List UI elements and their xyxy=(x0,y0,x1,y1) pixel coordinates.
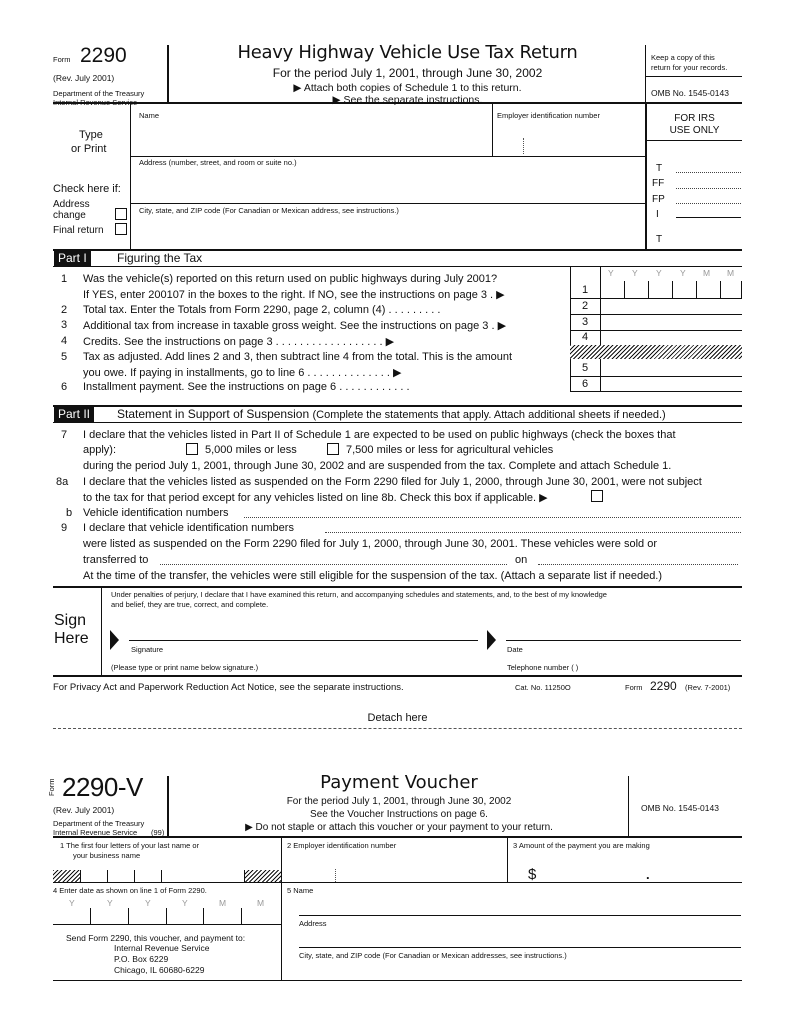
line-number: 9 xyxy=(61,522,68,534)
line-6-text: Installment payment. See the instructions on page 6 . . . . . . . . . . . . xyxy=(83,381,410,393)
irs-line xyxy=(676,188,741,189)
box-number: 2 xyxy=(582,300,589,312)
perjury-statement: Under penalties of perjury, I declare that I have examined this return, and accompanying schedules and statements, and, to the best of my knowledge xyxy=(111,590,607,599)
form-word: Form xyxy=(53,55,71,64)
line-number: 1 xyxy=(61,273,68,285)
address-field[interactable] xyxy=(139,176,629,192)
box-number: 1 xyxy=(582,284,589,296)
line-number: 8a xyxy=(56,476,69,488)
date-header: Y xyxy=(656,268,662,278)
attach-note: ▶ Attach both copies of Schedule 1 to this return. xyxy=(293,82,522,94)
signature-field[interactable] xyxy=(129,620,478,640)
voucher-date-input[interactable] xyxy=(53,908,280,924)
part1-label: Part I xyxy=(54,251,91,266)
type-print-label: or Print xyxy=(71,143,107,155)
form-number: 2290 xyxy=(80,44,127,67)
irs-use-title: USE ONLY xyxy=(669,125,720,136)
instructions-note: ▶ See the separate instructions. xyxy=(332,94,483,106)
box-number: 5 xyxy=(582,362,589,374)
date-header: M xyxy=(219,898,227,908)
line-4-input[interactable] xyxy=(601,331,741,345)
mailing-instructions: Send Form 2290, this voucher, and payment to: xyxy=(66,933,246,943)
line-5-input[interactable] xyxy=(601,360,741,375)
line-7-text: I declare that the vehicles listed in Part II of Schedule 1 are expected to be used on public highways (check the boxes that xyxy=(83,429,676,441)
period: For the period July 1, 2001, through June 30, 2002 xyxy=(272,66,543,80)
date-header: M xyxy=(727,268,735,278)
rule xyxy=(53,586,742,588)
type-print-label: Type xyxy=(79,129,103,141)
line-2-input[interactable] xyxy=(601,299,741,314)
line-8b-input[interactable] xyxy=(244,517,741,518)
signature-label: Signature xyxy=(131,645,164,654)
ein-separator xyxy=(523,138,524,154)
rule xyxy=(647,140,742,141)
line-3-text: Additional tax from increase in taxable gross weight. See the instructions on page 3 . ▶ xyxy=(83,320,507,332)
name-label: Name xyxy=(139,111,160,120)
line-number: 2 xyxy=(61,304,68,316)
divider xyxy=(570,266,571,392)
line-9-text: transferred to xyxy=(83,554,149,566)
date-header: Y xyxy=(107,898,113,908)
date-header: Y xyxy=(608,268,614,278)
line-number: 6 xyxy=(61,381,68,393)
address-change-label: change xyxy=(53,210,86,221)
field-2-label: 2 Employer identification number xyxy=(287,841,397,850)
divider xyxy=(645,45,646,103)
part2-label: Part II xyxy=(54,407,94,422)
voucher-title: Payment Voucher xyxy=(320,772,478,793)
service-code: (99) xyxy=(151,828,165,837)
box-number: 6 xyxy=(582,378,589,390)
sign-label: Here xyxy=(54,630,89,647)
rule xyxy=(53,266,742,267)
keep-copy: return for your records. xyxy=(651,63,728,72)
city-label: City, state, and ZIP code (For Canadian or Mexican address, see instructions.) xyxy=(139,206,399,215)
line-6-input[interactable] xyxy=(601,377,741,391)
line-9-text: were listed as suspended on the Form 2290 filed for July 1, 2000, through June 30, 2001. These vehicles were sold or xyxy=(83,538,657,550)
rule xyxy=(299,947,741,948)
irs-line xyxy=(676,203,741,204)
address-change-checkbox[interactable] xyxy=(115,208,127,220)
date-field[interactable] xyxy=(506,620,741,640)
divider xyxy=(167,776,169,836)
name-field[interactable] xyxy=(139,130,479,146)
line-7-text: apply): xyxy=(83,444,117,456)
revision: (Rev. July 2001) xyxy=(53,73,115,83)
department: Department of the Treasury xyxy=(53,89,145,98)
decimal-point: . xyxy=(646,867,650,882)
date-label: Date xyxy=(507,645,523,654)
line-number: b xyxy=(66,507,73,519)
line-9-text: At the time of the transfer, the vehicles were still eligible for the suspension of the tax. (Attach a separate list if needed.) xyxy=(83,570,663,582)
sign-label: Sign xyxy=(54,612,87,629)
line-8a-checkbox[interactable] xyxy=(591,490,603,502)
arrow-icon xyxy=(487,630,496,650)
irs-code: FP xyxy=(652,194,665,205)
footer-form-number: 2290 xyxy=(650,679,677,693)
voucher-note: ▶ Do not staple or attach this voucher or your payment to your return. xyxy=(245,822,553,833)
voucher-name-input[interactable] xyxy=(299,897,741,914)
transfer-date-input[interactable] xyxy=(538,564,738,565)
signature-line xyxy=(129,640,478,641)
rule xyxy=(570,391,742,392)
divider xyxy=(130,103,131,250)
detach-line xyxy=(53,728,742,729)
date-line xyxy=(506,640,741,641)
date-header: Y xyxy=(145,898,151,908)
irs-code: I xyxy=(656,209,659,220)
mailing-address: P.O. Box 6229 xyxy=(114,954,169,964)
divider xyxy=(167,45,169,103)
rule xyxy=(53,882,742,883)
rule xyxy=(53,675,742,677)
city-field[interactable] xyxy=(139,225,629,241)
line-1-text: If YES, enter 200107 in the boxes to the right. If NO, see the instructions on page 3 . ▶ xyxy=(83,289,505,301)
line-number: 3 xyxy=(61,319,68,331)
date-header: Y xyxy=(632,268,638,278)
field-3-label: 3 Amount of the payment you are making xyxy=(513,841,650,850)
arrow-icon xyxy=(110,630,119,650)
part1-title: Figuring the Tax xyxy=(117,251,203,265)
field-1-label: your business name xyxy=(73,851,141,860)
voucher-period: For the period July 1, 2001, through June 30, 2002 xyxy=(286,796,512,807)
voucher-city-input[interactable] xyxy=(299,962,741,978)
line-2-text: Total tax. Enter the Totals from Form 2290, page 2, column (4) . . . . . . . . . xyxy=(83,304,441,316)
line-4-text: Credits. See the instructions on page 3 . . . . . . . . . . . . . . . . . . ▶ xyxy=(83,336,395,348)
transferred-to-input[interactable] xyxy=(160,564,507,565)
date-header: M xyxy=(257,898,265,908)
line-number: 5 xyxy=(61,351,68,363)
irs-code: T xyxy=(656,234,663,245)
line-3-input[interactable] xyxy=(601,315,741,330)
rule xyxy=(53,924,281,925)
shaded-area xyxy=(570,345,742,359)
irs-code: T xyxy=(656,163,663,174)
irs-use-title: FOR IRS xyxy=(674,113,715,124)
line-number: 4 xyxy=(61,335,68,347)
line-9-vin-input[interactable] xyxy=(325,532,741,533)
5000-miles-label: 5,000 miles or less xyxy=(205,444,297,456)
form-word: Form xyxy=(625,683,643,692)
service: Internal Revenue Service xyxy=(53,98,138,107)
dollar-sign: $ xyxy=(528,866,537,883)
part2-title xyxy=(117,407,666,421)
ein-separator xyxy=(335,869,336,882)
ein-field[interactable] xyxy=(497,135,637,151)
address-label: Address xyxy=(299,919,327,928)
divider xyxy=(507,837,508,882)
address-label: Address (number, street, and room or suite no.) xyxy=(139,158,297,167)
check-here-label: Check here if: xyxy=(53,183,121,195)
line-8a-text: I declare that the vehicles listed as suspended on the Form 2290 filed for July 1, 2000, through June 30, 2001, were not subject xyxy=(83,476,702,488)
address-change-label: Address xyxy=(53,199,90,210)
keep-copy: Keep a copy of this xyxy=(651,53,715,62)
line-1-date-input[interactable] xyxy=(601,281,741,298)
service: Internal Revenue Service xyxy=(53,828,138,837)
mailing-address: Internal Revenue Service xyxy=(114,943,210,953)
7500-miles-checkbox[interactable] xyxy=(327,443,339,455)
part2-subtitle: (Complete the statements that apply. Attach additional sheets if needed.) xyxy=(312,409,666,421)
voucher-address-input[interactable] xyxy=(299,930,741,947)
irs-line xyxy=(676,172,741,173)
date-header: Y xyxy=(680,268,686,278)
final-return-label: Final return xyxy=(53,225,104,236)
box-number: 3 xyxy=(582,316,589,328)
final-return-checkbox[interactable] xyxy=(115,223,127,235)
mailing-address: Chicago, IL 60680-6229 xyxy=(114,965,205,975)
divider xyxy=(492,103,493,157)
form-title: Heavy Highway Vehicle Use Tax Return xyxy=(237,42,578,63)
rule xyxy=(130,203,645,204)
footer-revision: (Rev. 7-2001) xyxy=(685,683,731,692)
print-name-label: (Please type or print name below signature.) xyxy=(111,663,259,672)
date-box-divider xyxy=(741,281,742,298)
divider xyxy=(101,588,102,675)
divider xyxy=(645,76,742,77)
department: Department of the Treasury xyxy=(53,819,145,828)
line-9-text: I declare that vehicle identification numbers xyxy=(83,522,294,534)
date-header: Y xyxy=(69,898,75,908)
line-number: 7 xyxy=(61,429,68,441)
divider xyxy=(281,837,282,980)
7500-miles-label: 7,500 miles or less for agricultural vehicles xyxy=(346,444,554,456)
date-header: M xyxy=(703,268,711,278)
rule xyxy=(53,422,742,423)
line-5-text: Tax as adjusted. Add lines 2 and 3, then subtract line 4 from the total. This is the amount xyxy=(83,351,513,363)
voucher-revision: (Rev. July 2001) xyxy=(53,805,115,815)
rule xyxy=(53,102,742,104)
city-label: City, state, and ZIP code (For Canadian or Mexican addresses, see instructions.) xyxy=(299,951,567,960)
line-5-text: you owe. If paying in installments, go to line 6 . . . . . . . . . . . . . . ▶ xyxy=(83,367,402,379)
rule xyxy=(53,980,742,981)
5000-miles-checkbox[interactable] xyxy=(186,443,198,455)
date-header: Y xyxy=(182,898,188,908)
field-4-label: 4 Enter date as shown on line 1 of Form 2290. xyxy=(53,886,207,895)
catalog-number: Cat. No. 11250O xyxy=(515,683,571,692)
privacy-notice: For Privacy Act and Paperwork Reduction Act Notice, see the separate instructions. xyxy=(53,682,404,693)
detach-here-label: Detach here xyxy=(367,712,428,724)
on-label: on xyxy=(515,554,528,566)
rule xyxy=(130,156,645,157)
telephone-field[interactable]: Telephone number ( ) xyxy=(507,663,579,672)
rule xyxy=(299,915,741,916)
irs-code: FF xyxy=(652,178,665,189)
rule xyxy=(53,836,742,838)
voucher-ein-input[interactable] xyxy=(287,862,502,880)
omb-number: OMB No. 1545-0143 xyxy=(651,88,729,98)
ein-label: Employer identification number xyxy=(497,111,600,120)
voucher-omb: OMB No. 1545-0143 xyxy=(641,803,719,813)
divider xyxy=(628,776,629,836)
line-7-text: during the period July 1, 2001, through June 30, 2002 and are suspended from the tax. Complete and attach Schedule 1. xyxy=(83,460,672,472)
payment-amount-input[interactable] xyxy=(545,862,740,880)
voucher-see: See the Voucher Instructions on page 6. xyxy=(310,809,488,820)
perjury-statement: and belief, they are true, correct, and complete. xyxy=(111,600,269,609)
irs-line xyxy=(676,217,741,218)
name-letters-input[interactable] xyxy=(81,866,243,882)
form-word: Form xyxy=(47,778,56,796)
part2-title-text: Statement in Support of Suspension xyxy=(117,407,310,421)
voucher-form-number: 2290-V xyxy=(62,772,143,802)
box-number: 4 xyxy=(582,331,589,343)
line-8b-text: Vehicle identification numbers xyxy=(83,507,229,519)
field-1-label: 1 The first four letters of your last name or xyxy=(60,841,200,850)
line-8a-text: to the tax for that period except for any vehicles listed on line 8b. Check this box if applicable. ▶ xyxy=(83,492,548,504)
field-5-label: 5 Name xyxy=(287,886,314,895)
line-1-text: Was the vehicle(s) reported on this return used on public highways during July 2001? xyxy=(83,273,498,285)
